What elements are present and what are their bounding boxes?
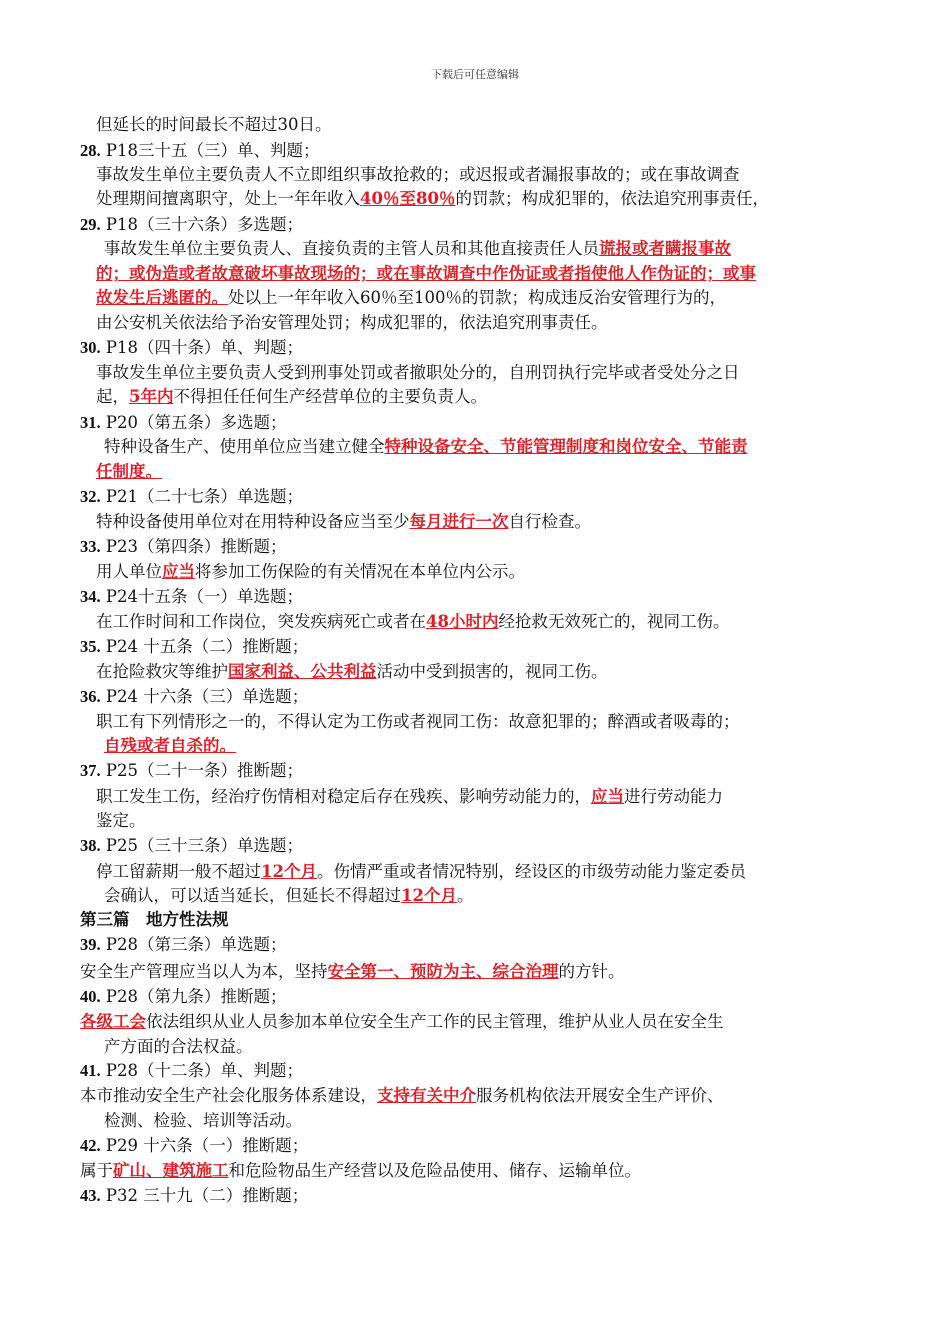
question-label: P32 三十九（二）推断题；: [100, 1186, 309, 1205]
highlighted-answer: 支持有关中介: [377, 1086, 476, 1105]
body-text-line: [96, 611, 729, 633]
body-text-line: [80, 1011, 724, 1033]
text-run: 事故发生单位主要负责人受到刑事处罚或者撤职处分的，自刑罚执行完毕或者受处分之日: [96, 363, 740, 382]
question-label: P24十五条（一）单选题；: [100, 587, 303, 606]
body-text-line: [96, 561, 525, 583]
question-number: 37.: [80, 761, 101, 780]
question-label: P28（十二条）单、判题；: [100, 1061, 303, 1080]
text-run: 和危险物品生产经营以及危险品使用、储存、运输单位。: [228, 1161, 641, 1180]
text-run: 用人单位: [96, 562, 162, 581]
question-heading: [80, 986, 286, 1008]
body-text-line: [96, 386, 487, 408]
body-text-line: [80, 1160, 641, 1182]
text-run: 本市推动安全生产社会化服务体系建设，: [80, 1086, 377, 1105]
text-run: 自行检查。: [508, 512, 591, 531]
text-run: 职工发生工伤，经治疗伤情相对稳定后存在残疾、影响劳动能力的，: [96, 787, 591, 806]
body-text-line: [96, 164, 740, 186]
question-heading: [80, 686, 308, 708]
text-run: 事故发生单位主要负责人不立即组织事故抢救的；或迟报或者漏报事故的；或在事故调查: [96, 165, 740, 184]
highlighted-answer: 40％至80％: [360, 189, 456, 208]
highlighted-answer: 的；或伪造或者故意破坏事故现场的；或在事故调查中作伪证或者指使他人作伪证的；或事: [96, 264, 756, 283]
question-heading: [80, 760, 303, 782]
text-run: 产方面的合法权益。: [104, 1037, 253, 1056]
highlighted-answer: 每月进行一次: [409, 512, 509, 531]
highlighted-answer: 矿山、建筑施工: [113, 1161, 229, 1180]
body-text-line: [104, 238, 731, 260]
highlighted-answer: 各级工会: [80, 1012, 146, 1031]
text-run: 但延长的时间最长不超过30日。: [96, 115, 332, 134]
question-number: 30.: [80, 338, 101, 357]
question-heading: [80, 536, 286, 558]
question-label: P18三十五（三）单、判题；: [100, 141, 320, 160]
highlighted-answer: 应当: [591, 787, 624, 806]
body-text-line: [96, 661, 608, 683]
question-number: 39.: [80, 935, 101, 954]
body-text-line: [96, 312, 608, 334]
text-run: 职工有下列情形之一的，不得认定为工伤或者视同工伤：故意犯罪的；醉酒或者吸毒的；: [96, 712, 740, 731]
question-heading: [80, 1185, 308, 1207]
text-run: 不得担任任何生产经营单位的主要负责人。: [173, 387, 487, 406]
question-number: 36.: [80, 687, 101, 706]
text-run: 进行劳动能力: [624, 787, 723, 806]
question-label: P18（三十六条）多选题；: [100, 215, 303, 234]
body-text-line: [96, 114, 332, 136]
question-heading: [80, 337, 303, 359]
question-label: P24 十六条（三）单选题；: [100, 687, 309, 706]
body-text-line: [104, 885, 473, 907]
highlighted-answer: 48小时内: [426, 612, 499, 631]
question-number: 28.: [80, 141, 101, 160]
question-label: P28（第三条）单选题；: [100, 935, 287, 954]
question-label: P21（二十七条）单选题；: [100, 487, 303, 506]
text-run: 处理期间擅离职守，处上一年年收入: [96, 189, 360, 208]
question-heading: [80, 835, 303, 857]
question-number: 31.: [80, 413, 101, 432]
question-number: 42.: [80, 1136, 101, 1155]
body-text-line: [104, 735, 236, 757]
text-run: 检测、检验、培训等活动。: [104, 1111, 302, 1130]
highlighted-answer: 故发生后逃匿的。: [96, 288, 228, 307]
question-heading: [80, 486, 303, 508]
question-heading: [80, 214, 303, 236]
body-text-line: [96, 362, 740, 384]
section-heading: 第三篇 地方性法规: [80, 910, 229, 929]
question-heading: [80, 412, 286, 434]
text-run: 起，: [96, 387, 129, 406]
text-run: 依法组织从业人员参加本单位安全生产工作的民主管理，维护从业人员在安全生: [146, 1012, 724, 1031]
question-label: P25（二十一条）推断题；: [100, 761, 303, 780]
question-label: P24 十五条（二）推断题；: [100, 637, 309, 656]
question-heading: [80, 586, 303, 608]
text-run: 安全生产管理应当以人为本，坚持: [80, 962, 328, 981]
text-run: 在抢险救灾等维护: [96, 662, 228, 681]
highlighted-answer: 应当: [162, 562, 195, 581]
text-run: 由公安机关依法给予治安管理处罚；构成犯罪的，依法追究刑事责任。: [96, 313, 608, 332]
body-text-line: [96, 263, 756, 285]
text-run: 活动中受到损害的，视同工伤。: [376, 662, 608, 681]
text-run: 的罚款；构成犯罪的，依法追究刑事责任，: [455, 189, 769, 208]
body-text-line: [96, 188, 769, 210]
question-number: 29.: [80, 215, 101, 234]
text-run: 特种设备生产、使用单位应当建立健全: [104, 437, 385, 456]
page-header: 下载后可任意编辑: [431, 68, 519, 81]
body-text-line: [104, 436, 748, 458]
question-number: 38.: [80, 836, 101, 855]
text-run: 处以上一年年收入60％至100％的罚款；构成违反治安管理行为的，: [228, 288, 726, 307]
highlighted-answer: 谎报或者瞒报事故: [599, 239, 731, 258]
question-number: 34.: [80, 587, 101, 606]
text-run: 会确认，可以适当延长，但延长不得超过: [104, 886, 401, 905]
text-run: 。伤情严重或者情况特别，经设区的市级劳动能力鉴定委员: [316, 862, 746, 881]
body-text-line: [96, 810, 146, 832]
question-heading: [80, 1135, 308, 1157]
highlighted-answer: 国家利益、公共利益: [228, 662, 377, 681]
text-run: 将参加工伤保险的有关情况在本单位内公示。: [195, 562, 525, 581]
highlighted-answer: 12个月: [401, 886, 457, 905]
question-heading: [80, 1060, 303, 1082]
text-run: 属于: [80, 1161, 113, 1180]
question-number: 43.: [80, 1186, 101, 1205]
body-text-line: [104, 1110, 302, 1132]
question-label: P23（第四条）推断题；: [100, 537, 287, 556]
question-number: 41.: [80, 1061, 101, 1080]
body-text-line: [80, 961, 625, 983]
text-run: 的方针。: [558, 962, 625, 981]
question-number: 40.: [80, 987, 101, 1006]
question-label: P20（第五条）多选题；: [100, 413, 287, 432]
body-text-line: [80, 1085, 724, 1107]
text-run: 服务机构依法开展安全生产评价、: [476, 1086, 724, 1105]
text-run: 经抢救无效死亡的，视同工伤。: [498, 612, 730, 631]
text-run: 特种设备使用单位对在用特种设备应当至少: [96, 512, 410, 531]
question-number: 32.: [80, 487, 101, 506]
body-text-line: [96, 287, 726, 309]
body-text-line: [96, 711, 740, 733]
body-text-line: [104, 1036, 253, 1058]
question-label: P18（四十条）单、判题；: [100, 338, 303, 357]
body-text-line: [96, 861, 746, 883]
question-heading: [80, 934, 286, 956]
body-text-line: [96, 461, 162, 483]
question-label: P28（第九条）推断题；: [100, 987, 287, 1006]
question-label: P25（三十三条）单选题；: [100, 836, 303, 855]
text-run: 在工作时间和工作岗位，突发疾病死亡或者在: [96, 612, 426, 631]
text-run: 停工留薪期一般不超过: [96, 862, 261, 881]
body-text-line: [96, 511, 591, 533]
text-run: 。: [456, 886, 474, 905]
highlighted-answer: 自残或者自杀的。: [104, 736, 236, 755]
highlighted-answer: 12个月: [261, 862, 317, 881]
text-run: 事故发生单位主要负责人、直接负责的主管人员和其他直接责任人员: [104, 239, 599, 258]
question-number: 33.: [80, 537, 101, 556]
highlighted-answer: 安全第一、预防为主、综合治理: [327, 962, 559, 981]
question-number: 35.: [80, 637, 101, 656]
highlighted-answer: 特种设备安全、节能管理制度和岗位安全、节能责: [384, 437, 748, 456]
body-text-line: [96, 786, 723, 808]
highlighted-answer: 5年内: [129, 387, 174, 406]
question-heading: [80, 140, 319, 162]
highlighted-answer: 任制度。: [96, 462, 162, 481]
question-label: P29 十六条（一）推断题；: [100, 1136, 309, 1155]
text-run: 鉴定。: [96, 811, 146, 830]
question-heading: [80, 636, 308, 658]
